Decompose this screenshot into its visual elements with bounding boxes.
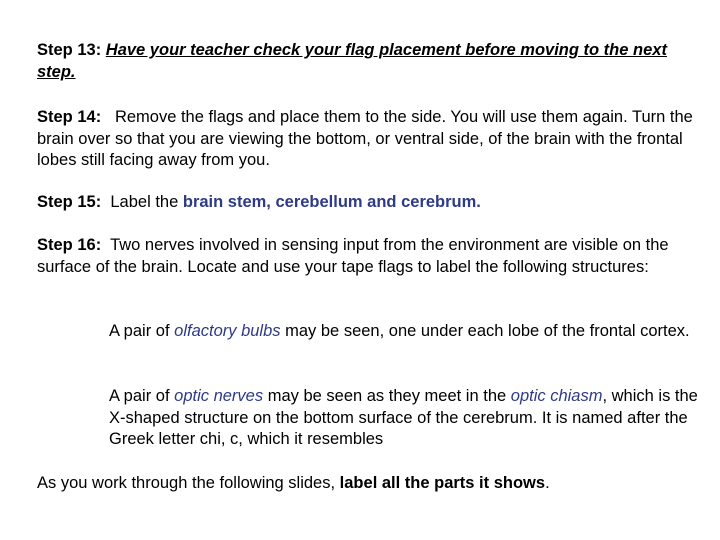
olfactory-paragraph [109,321,699,343]
step-15-label: Step 15: [37,193,102,211]
step-13-label: Step 13: [37,41,102,59]
closing-post: . [545,474,550,492]
step-15-pre: Label the [110,193,179,211]
optic-mid: may be seen as they meet in the [267,387,507,405]
step-13-text: Have your teacher check your flag placement before moving to the next step. [37,41,667,81]
olfactory-pre: A pair of [109,322,170,340]
olfactory-term: olfactory bulbs [174,322,281,340]
step-15-paragraph [37,192,697,214]
step-14-paragraph [37,107,697,172]
step-14-label: Step 14: [37,108,102,126]
step-15-highlight: brain stem, cerebellum and cerebrum. [182,193,481,211]
closing-pre: As you work through the following slides, [37,474,336,492]
step-13-paragraph [37,40,697,83]
step-16-paragraph [37,235,697,278]
optic-paragraph [109,386,699,451]
step-16-label: Step 16: [37,236,102,254]
optic-term-2: optic chiasm [510,387,603,405]
step-16-text: Two nerves involved in sensing input from the environment are visible on the surface of the brain. Locate and use your tape flags to label the following structures: [37,236,669,276]
optic-term-1: optic nerves [174,387,264,405]
closing-paragraph [37,473,697,495]
step-14-text: Remove the flags and place them to the side. You will use them again. Turn the brain over so that you are viewing the bottom, or ventral side, of the brain with the frontal lobes still facing away from you. [37,108,693,169]
olfactory-post: may be seen, one under each lobe of the frontal cortex. [285,322,690,340]
closing-emphasis: label all the parts it shows [339,474,546,492]
optic-pre: A pair of [109,387,170,405]
optic-post: , which is the X-shaped structure on the bottom surface of the cerebrum. It is named after the Greek letter chi, c, which it resembles [109,387,698,448]
